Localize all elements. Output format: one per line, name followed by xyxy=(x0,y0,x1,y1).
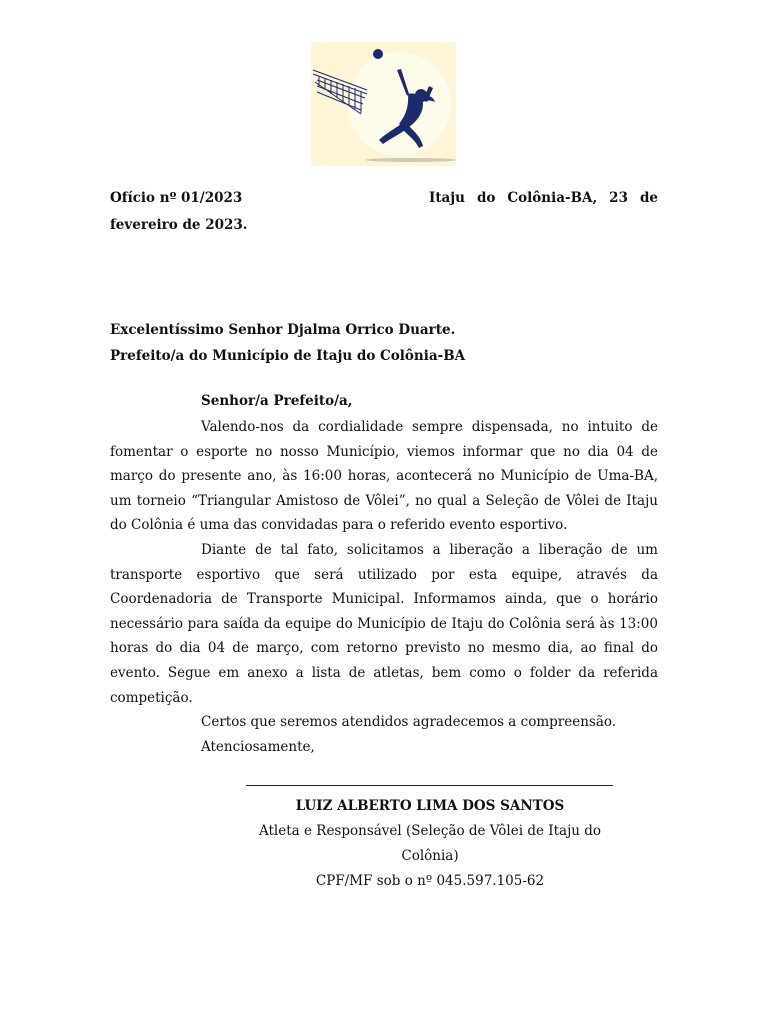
date-word: do xyxy=(476,190,496,206)
signature-block xyxy=(230,794,630,894)
salutation: Senhor/a Prefeito/a, xyxy=(201,393,353,409)
volleyball-player-icon xyxy=(311,42,456,166)
signer-role: Atleta e Responsável (Seleção de Vôlei de Itaju do Colônia) xyxy=(258,823,602,864)
body-paragraph: Diante de tal fato, solicitamos a liberação a liberação de um transporte esportivo que será utilizado por esta equipe, através da Coordenadoria de Transporte Municipal. Informamos ainda, que o horário necessário para saída da equipe do Município de Itaju do Colônia será às 13:00 horas do dia 04 de março, com retorno previsto no mesmo dia, ao final do evento. Segue em anexo a lista de atletas, bem como o folder da referida competição. xyxy=(110,541,658,706)
addressee-role: Prefeito/a do Município de Itaju do Colônia-BA xyxy=(110,348,466,364)
closing-regards: Atenciosamente, xyxy=(201,738,315,755)
letter-body xyxy=(110,415,658,759)
date-word: 23 xyxy=(609,190,628,206)
reference-number: Ofício nº 01/2023 xyxy=(110,190,243,206)
date-word: Itaju xyxy=(429,190,465,206)
signature-line xyxy=(246,785,613,786)
date-word: de xyxy=(639,190,658,206)
volleyball-logo xyxy=(311,42,456,166)
date-line xyxy=(429,190,658,206)
addressee-block xyxy=(110,317,465,369)
ball-icon xyxy=(373,49,383,59)
addressee-name: Excelentíssimo Senhor Djalma Orrico Duarte. xyxy=(110,322,456,338)
date-continuation: fevereiro de 2023. xyxy=(110,217,248,233)
date-word: Colônia-BA, xyxy=(507,190,598,206)
signer-cpf: CPF/MF sob o nº 045.597.105-62 xyxy=(315,873,545,889)
signer-name: LUIZ ALBERTO LIMA DOS SANTOS xyxy=(295,798,565,814)
closing-thanks: Certos que seremos atendidos agradecemos a compreensão. xyxy=(201,714,617,731)
body-paragraph: Valendo-nos da cordialidade sempre dispensada, no intuito de fomentar o esporte no nosso Município, viemos informar que no dia 04 de março do presente ano, às 16:00 horas, acontecerá no Município de Uma-BA, um torneio “Triangular Amistoso de Vôlei”, no qual a Seleção de Vôlei de Itaju do Colônia é uma das convidadas para o referido evento esportivo. xyxy=(110,419,658,534)
